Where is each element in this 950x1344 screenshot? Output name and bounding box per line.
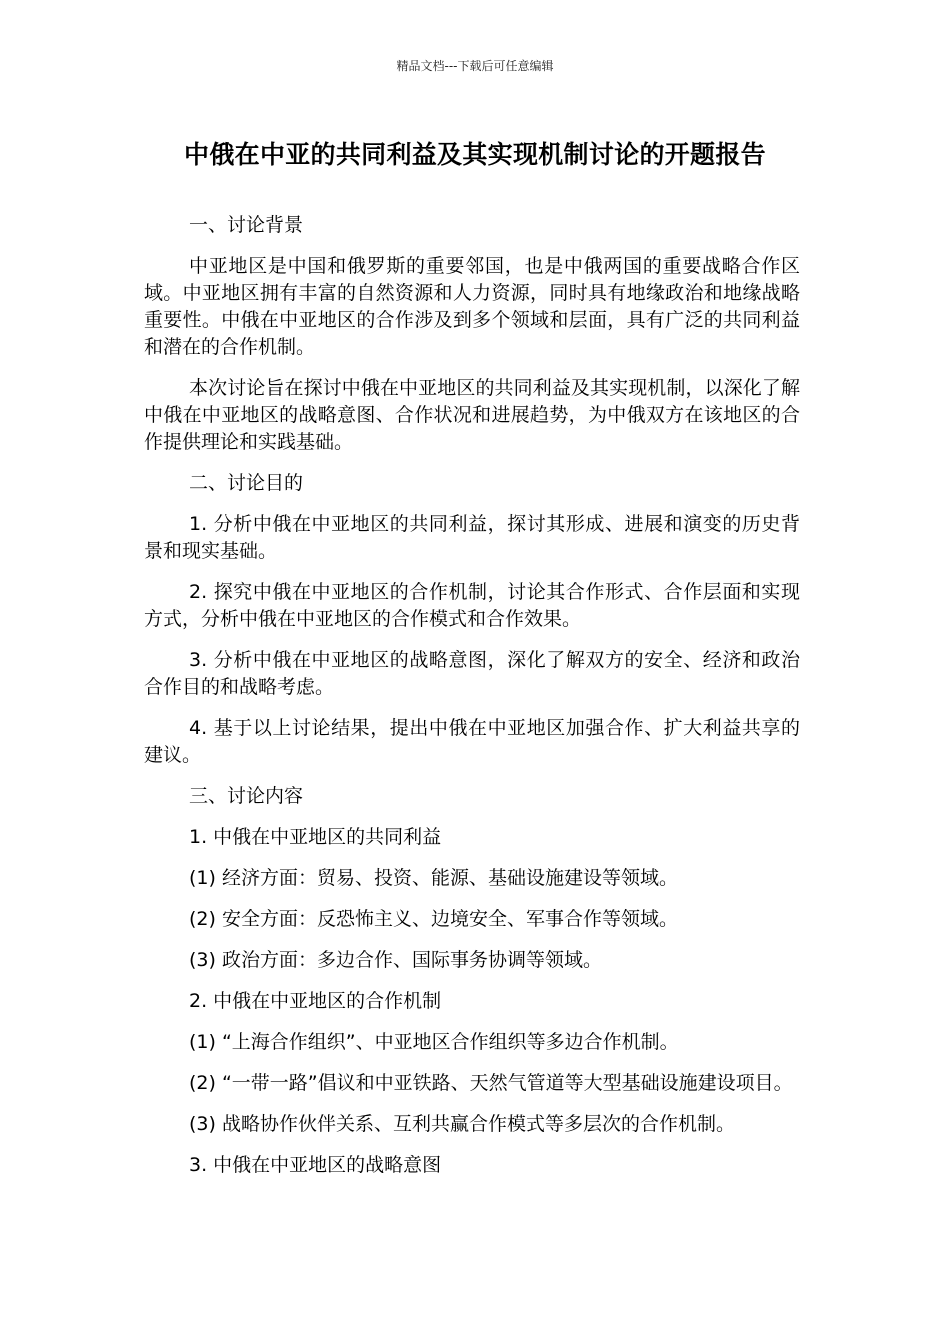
- content-item-1-1: (1) 经济方面：贸易、投资、能源、基础设施建设等领域。: [189, 867, 678, 889]
- purpose-item-2: 2. 探究中俄在中亚地区的合作机制，讨论其合作形式、合作层面和实现方式，分析中俄在中亚地区的合作模式和合作效果。: [144, 581, 800, 630]
- section-heading-content: 三、讨论内容: [189, 785, 304, 807]
- document-body: [144, 212, 800, 1193]
- content-item-2-1: (1) “上海合作组织”、中亚地区合作组织等多边合作机制。: [189, 1031, 679, 1053]
- content-subheading-1: 1. 中俄在中亚地区的共同利益: [189, 826, 442, 848]
- content-subheading-3: 3. 中俄在中亚地区的战略意图: [189, 1154, 442, 1176]
- content-item-1-2: (2) 安全方面：反恐怖主义、边境安全、军事合作等领域。: [189, 908, 678, 930]
- purpose-item-1: 1. 分析中俄在中亚地区的共同利益，探讨其形成、进展和演变的历史背景和现实基础。: [144, 513, 800, 562]
- content-item-2-3: (3) 战略协作伙伴关系、互利共赢合作模式等多层次的合作机制。: [189, 1113, 735, 1135]
- content-subheading-2: 2. 中俄在中亚地区的合作机制: [189, 990, 442, 1012]
- purpose-item-3: 3. 分析中俄在中亚地区的战略意图，深化了解双方的安全、经济和政治合作目的和战略考虑。: [144, 649, 800, 698]
- paragraph-background-1: 中亚地区是中国和俄罗斯的重要邻国，也是中俄两国的重要战略合作区域。中亚地区拥有丰富的自然资源和人力资源，同时具有地缘政治和地缘战略重要性。中俄在中亚地区的合作涉及到多个领域和层面，具有广泛的共同利益和潜在的合作机制。: [144, 255, 800, 358]
- paragraph-background-2: 本次讨论旨在探讨中俄在中亚地区的共同利益及其实现机制，以深化了解中俄在中亚地区的战略意图、合作状况和进展趋势，为中俄双方在该地区的合作提供理论和实践基础。: [144, 377, 800, 453]
- section-heading-purpose: 二、讨论目的: [189, 472, 304, 494]
- document-title: 中俄在中亚的共同利益及其实现机制讨论的开题报告: [184, 140, 766, 169]
- content-item-2-2: (2) “一带一路”倡议和中亚铁路、天然气管道等大型基础设施建设项目。: [189, 1072, 793, 1094]
- content-item-1-3: (3) 政治方面：多边合作、国际事务协调等领域。: [189, 949, 602, 971]
- page-header-note: 精品文档---下载后可任意编辑: [396, 59, 554, 73]
- purpose-item-4: 4. 基于以上讨论结果，提出中俄在中亚地区加强合作、扩大利益共享的建议。: [144, 717, 800, 766]
- section-heading-background: 一、讨论背景: [189, 214, 304, 236]
